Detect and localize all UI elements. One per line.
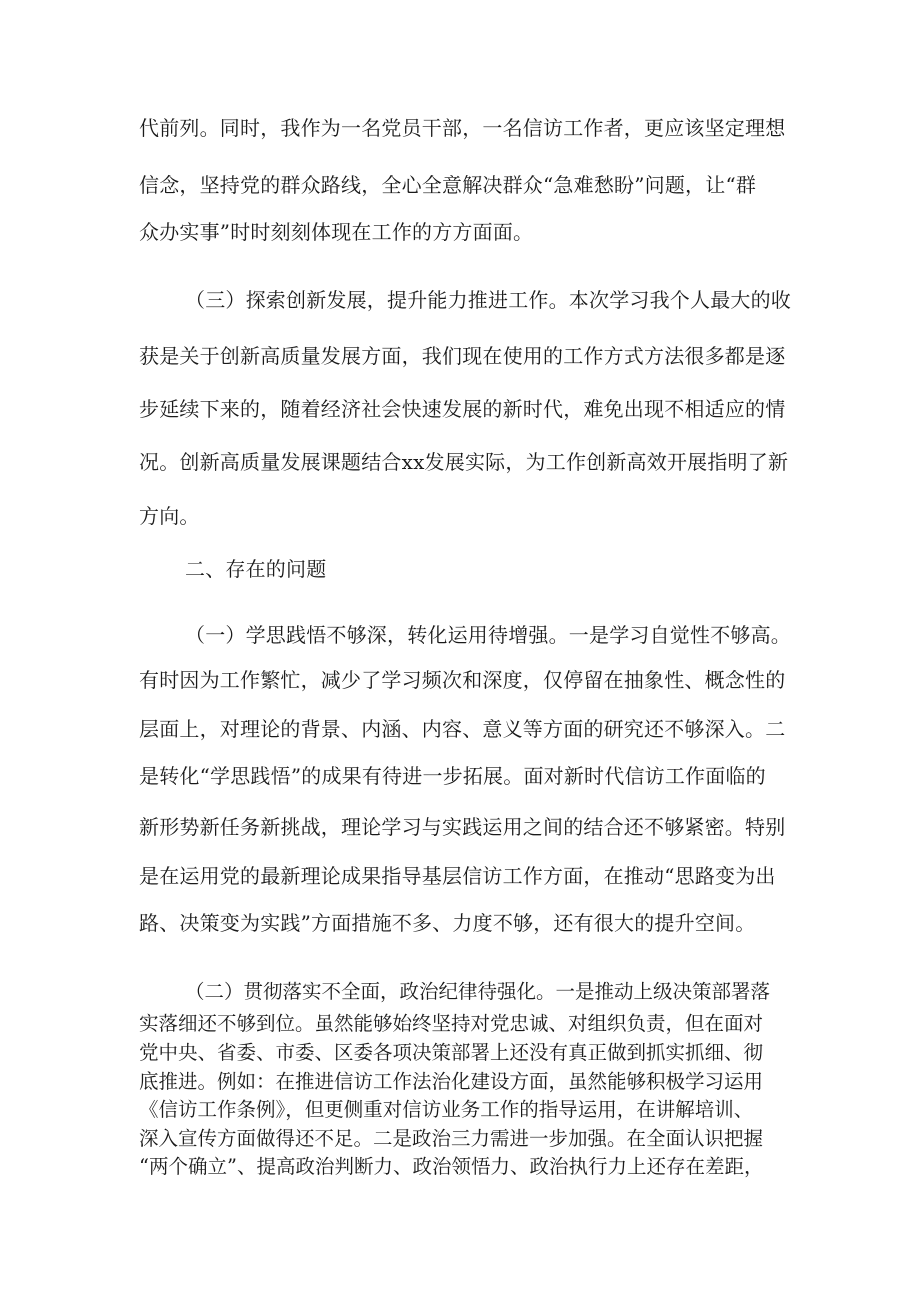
paragraph-line: 众办实事”时时刻刻体现在工作的方方面面。 (139, 220, 534, 244)
paragraph-line: 新形势新任务新挑战，理论学习与实践运用之间的结合还不够紧密。特别 (139, 815, 786, 839)
paragraph-line: （一）学思践悟不够深，转化运用待增强。一是学习自觉性不够高。 (185, 623, 791, 647)
paragraph-line: 路、决策变为实践”方面措施不多、力度不够，还有很大的提升空间。 (139, 911, 756, 935)
paragraph-line: 《信访工作条例》，但更侧重对信访业务工作的指导运用，在讲解培训、 (139, 1098, 754, 1121)
paragraph-line: （三）探索创新发展，提升能力推进工作。本次学习我个人最大的收 (185, 288, 791, 312)
section-heading: 二、存在的问题 (185, 557, 327, 581)
paragraph-line: 有时因为工作繁忙，减少了学习频次和深度，仅停留在抽象性、概念性的 (139, 668, 786, 692)
paragraph-line: 实落细还不够到位。虽然能够始终坚持对党忠诚、对组织负责，但在面对 (139, 1012, 764, 1035)
paragraph-line: “两个确立”、提高政治判断力、政治领悟力、政治执行力上还存在差距， (139, 1155, 764, 1178)
paragraph-line: 步延续下来的，随着经济社会快速发展的新时代，难免出现不相适应的情 (139, 397, 786, 421)
paragraph-line: （二）贯彻落实不全面，政治纪律待强化。一是推动上级决策部署落 (185, 980, 771, 1003)
paragraph-line: 况。创新高质量发展课题结合xx发展实际，为工作创新高效开展指明了新 (139, 450, 789, 474)
paragraph-line: 是转化“学思践悟”的成果有待进一步拓展。面对新时代信访工作面临的 (139, 764, 766, 788)
paragraph-line: 深入宣传方面做得还不足。二是政治三力需进一步加强。在全面认识把握 (139, 1127, 764, 1150)
paragraph-line: 获是关于创新高质量发展方面，我们现在使用的工作方式方法很多都是逐 (139, 344, 786, 368)
paragraph-line: 党中央、省委、市委、区委各项决策部署上还没有真正做到抓实抓细、彻 (139, 1041, 764, 1064)
paragraph-line: 方向。 (139, 504, 200, 528)
paragraph-line: 底推进。例如：在推进信访工作法治化建设方面，虽然能够积极学习运用 (139, 1070, 764, 1093)
paragraph-line: 层面上，对理论的背景、内涵、内容、意义等方面的研究还不够深入。二 (139, 717, 786, 741)
paragraph-line: 信念，坚持党的群众路线，全心全意解决群众“急难愁盼”问题，让“群 (139, 173, 757, 197)
paragraph-line: 代前列。同时，我作为一名党员干部，一名信访工作者，更应该坚定理想 (139, 116, 786, 140)
paragraph-line: 是在运用党的最新理论成果指导基层信访工作方面，在推动“思路变为出 (139, 864, 776, 888)
